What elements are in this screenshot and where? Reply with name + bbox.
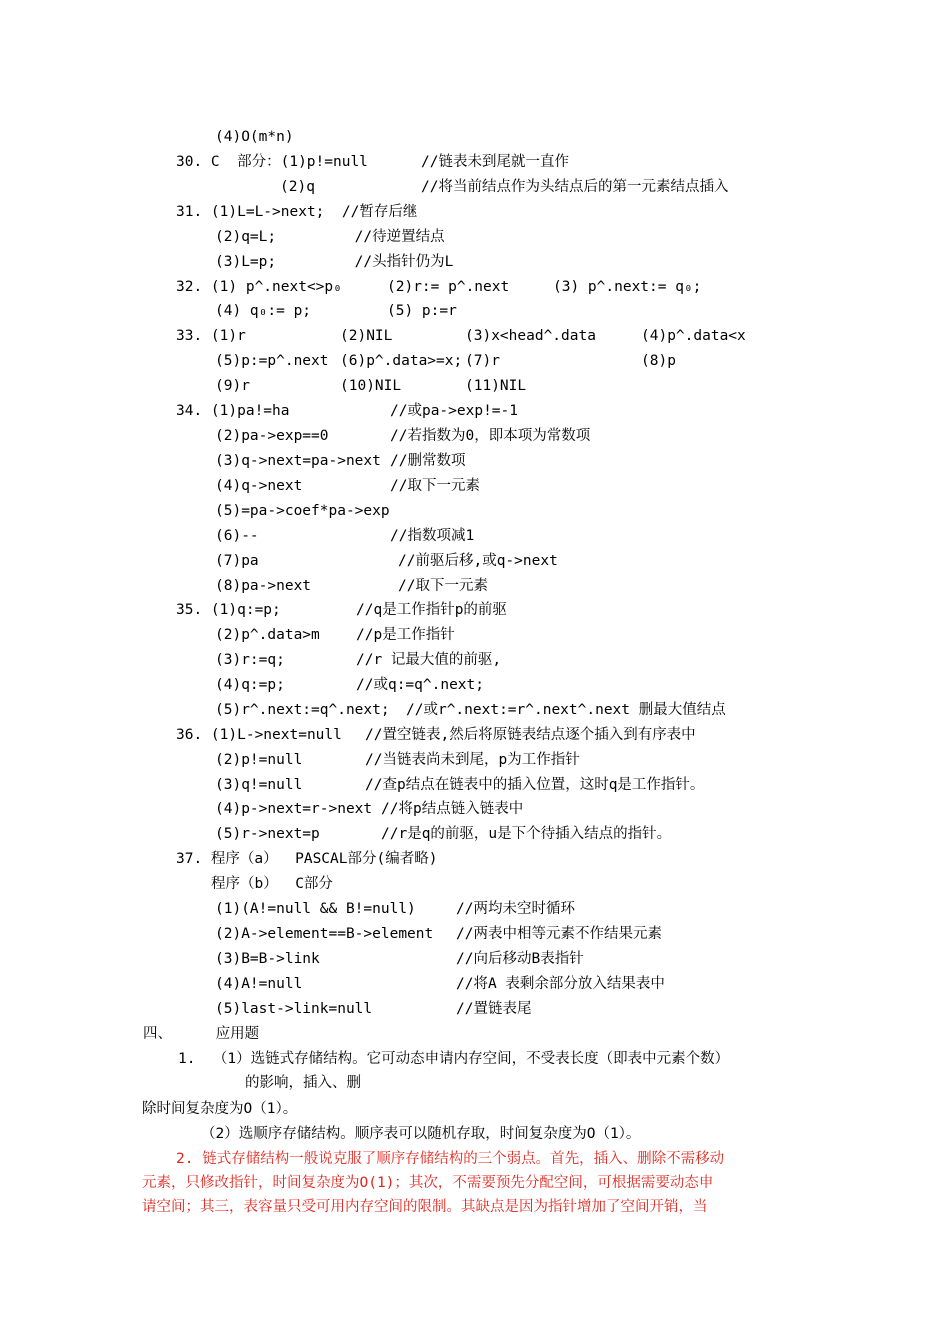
text-line: //p是工作指针: [356, 627, 455, 643]
text-line: //r 记最大值的前驱,: [356, 652, 502, 668]
text-line: (4)O(m*n): [215, 129, 294, 145]
text-line: (6)--: [215, 528, 259, 544]
text-line: //两均未空时循环: [456, 901, 575, 917]
text-line: (3)r:=q;: [215, 652, 285, 668]
text-line: (2)q=L; //待逆置结点: [215, 229, 445, 245]
text-line: (4)p->next=r->next: [215, 801, 373, 817]
text-line: //删常数项: [390, 453, 466, 469]
text-line: (3)x<head^.data: [465, 328, 596, 344]
text-line: （2）选顺序存储结构。顺序表可以随机存取，时间复杂度为O（1）。: [201, 1126, 641, 1142]
text-line: 2. 链式存储结构一般说克服了顺序存储结构的三个弱点。首先，插入、删除不需移动: [176, 1151, 725, 1167]
text-line: 除时间复杂度为O（1）。: [142, 1101, 298, 1117]
text-line: //查p结点在链表中的插入位置，这时q是工作指针。: [365, 777, 705, 793]
text-line: 的影响，插入、删: [245, 1075, 361, 1091]
text-line: 35. (1)q:=p;: [176, 602, 281, 618]
text-line: //前驱后移,或q->next: [398, 553, 558, 569]
text-line: (5)r^.next:=q^.next;: [215, 702, 390, 718]
text-line: (3)q!=null: [215, 777, 303, 793]
text-line: (5)r->next=p: [215, 826, 320, 842]
text-line: //向后移动B表指针: [456, 951, 584, 967]
text-line: //或q:=q^.next;: [356, 677, 484, 693]
text-line: 请空间；其三，表容量只受可用内存空间的限制。其缺点是因为指针增加了空间开销，当: [142, 1199, 708, 1215]
text-line: //r是q的前驱，u是下个待插入结点的指针。: [381, 826, 672, 842]
text-line: 32. (1) p^.next<>p₀: [176, 279, 342, 295]
text-line: //取下一元素: [398, 578, 488, 594]
text-line: (8)p: [641, 353, 676, 369]
text-line: (11)NIL: [465, 378, 527, 394]
text-line: //q是工作指针p的前驱: [356, 602, 507, 618]
text-line: (3)B=B->link: [215, 951, 320, 967]
text-line: (5)last->link=null: [215, 1001, 373, 1017]
text-line: //或r^.next:=r^.next^.next 删最大值结点: [406, 702, 726, 718]
text-line: (2)r:= p^.next: [387, 279, 510, 295]
text-line: (4)q->next: [215, 478, 303, 494]
text-line: //若指数为0，即本项为常数项: [390, 428, 591, 444]
text-line: //将p结点链入链表中: [381, 801, 524, 817]
text-line: 37. 程序（a） PASCAL部分(编者略): [176, 851, 438, 867]
text-line: (7)r: [465, 353, 500, 369]
text-line: (4)q:=p;: [215, 677, 285, 693]
text-line: (8)pa->next: [215, 578, 312, 594]
text-line: (3) p^.next:= q₀;: [553, 279, 702, 295]
text-line: 31. (1)L=L->next; //暂存后继: [176, 204, 418, 220]
text-line: (4)A!=null: [215, 976, 303, 992]
text-line: 36. (1)L->next=null: [176, 727, 342, 743]
text-line: (5)p:=p^.next: [215, 353, 329, 369]
text-line: (2)q: [280, 179, 315, 195]
text-line: (5)=pa->coef*pa->exp: [215, 503, 390, 519]
text-line: (3)q->next=pa->next: [215, 453, 381, 469]
text-line: //取下一元素: [390, 478, 480, 494]
text-line: (4)p^.data<x: [641, 328, 746, 344]
text-line: 四、 应用题: [143, 1026, 260, 1042]
text-line: (1)(A!=null && B!=null): [215, 901, 416, 917]
text-line: //置链表尾: [456, 1001, 532, 1017]
text-line: //链表未到尾就一直作: [421, 154, 569, 170]
text-line: 程序（b） C部分: [211, 876, 333, 892]
text-line: (3)L=p; //头指针仍为L: [215, 254, 454, 270]
text-line: (2)p!=null: [215, 752, 303, 768]
text-line: (7)pa: [215, 553, 259, 569]
text-line: 34. (1)pa!=ha: [176, 403, 290, 419]
text-line: 1. （1）选链式存储结构。它可动态申请内存空间，不受表长度（即表中元素个数）: [178, 1051, 730, 1067]
text-line: //当链表尚未到尾，p为工作指针: [365, 752, 580, 768]
text-line: 33. (1)r: [176, 328, 246, 344]
text-line: (2)pa->exp==0: [215, 428, 329, 444]
text-line: (9)r: [215, 378, 250, 394]
text-line: //指数项减1: [390, 528, 475, 544]
text-line: //或pa->exp!=-1: [390, 403, 518, 419]
text-line: //将A 表剩余部分放入结果表中: [456, 976, 665, 992]
text-line: 元素，只修改指针，时间复杂度为O(1)；其次，不需要预先分配空间，可根据需要动态申: [142, 1175, 714, 1191]
text-line: (4) q₀:= p;: [215, 303, 312, 319]
text-line: (2)p^.data>m: [215, 627, 320, 643]
text-line: (2)A->element==B->element: [215, 926, 434, 942]
text-line: //两表中相等元素不作结果元素: [456, 926, 662, 942]
text-line: 30. C 部分：(1)p!=null: [176, 154, 368, 170]
text-line: //将当前结点作为头结点后的第一元素结点插入: [421, 179, 729, 195]
text-line: //置空链表,然后将原链表结点逐个插入到有序表中: [365, 727, 696, 743]
text-line: (6)p^.data>=x;: [340, 353, 463, 369]
text-line: (5) p:=r: [387, 303, 457, 319]
text-line: (2)NIL: [340, 328, 393, 344]
text-line: (10)NIL: [340, 378, 402, 394]
